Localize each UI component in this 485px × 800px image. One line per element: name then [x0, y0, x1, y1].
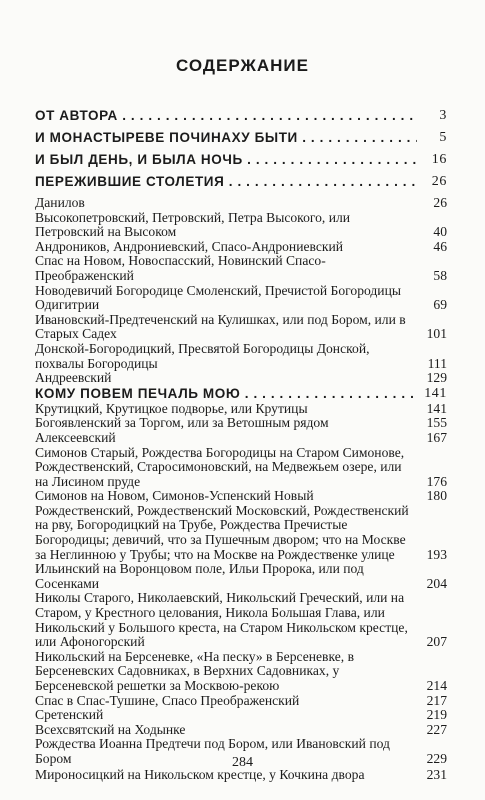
- toc-entry: [35, 694, 447, 709]
- toc-entry-page: 193: [426, 546, 447, 562]
- toc-entry: [35, 313, 447, 342]
- toc-entry: [35, 211, 447, 240]
- toc-entry-title: Донской-Богородицкий, Пресвятой Богородицы Донской, похвалы Богородицы: [35, 340, 370, 371]
- toc-entry-page: 231: [426, 766, 447, 782]
- toc-entry-title: Сретенский: [35, 707, 104, 723]
- toc-entry-title: Алексеевский: [35, 429, 116, 445]
- toc-entry: [35, 240, 447, 255]
- toc-entry-title: Симонов Старый, Рождества Богородицы на Старом Симонове, Рождественский, Старосимоновский, на Медвежьем озере, или на Лисином пруде: [35, 444, 405, 489]
- toc-entry: [35, 562, 447, 591]
- toc-entry: [35, 130, 447, 146]
- toc-entry: [35, 342, 447, 371]
- toc-entry-title: Николы Старого, Николаевский, Никольский Греческий, или на Старом, у Крестного целования, Никола Большая Глава, или Никольский у Большого креста, на Старом Никольском крестце, или Афоногорский: [35, 590, 408, 650]
- toc-entry: [35, 152, 447, 168]
- toc-entry-page: 229: [426, 750, 447, 766]
- toc-entry-title: Спас на Новом, Новоспасский, Новинский Спасо-Преображенский: [35, 253, 326, 283]
- toc-entry-page: 207: [426, 634, 447, 650]
- toc-entry-page: 5: [439, 130, 447, 145]
- toc-entry-page: 26: [433, 195, 447, 210]
- table-of-contents: [35, 108, 447, 782]
- toc-entry-page: 40: [433, 224, 447, 240]
- page-title: СОДЕРЖАНИЕ: [176, 56, 309, 75]
- toc-entry: [35, 254, 447, 283]
- toc-entry: [35, 708, 447, 723]
- toc-entry-page: 217: [426, 692, 447, 708]
- toc-entry: [35, 489, 447, 504]
- toc-entry-title: Мироносицкий на Никольском крестце, у Кочкина двора: [35, 766, 365, 782]
- toc-entry: [35, 284, 447, 313]
- toc-entry-title: Симонов на Новом, Симонов-Успенский Новый: [35, 488, 314, 504]
- toc-entry-page: 101: [426, 326, 447, 342]
- toc-entry-page: 167: [426, 429, 447, 445]
- toc-entry-title: Рождественский, Рождественский Московский, Рождественский на рву, Богородицкий на Трубе, Рождества Пречистые Богородицы; девичий, что за Пушечным двором; что на Москве за Неглинною у Трубы; что на Москве на Рождественке улице: [35, 502, 409, 562]
- toc-entry-title: Новодевичий Богородице Смоленский, Пречистой Богородицы Одигитрии: [35, 282, 401, 313]
- page-number: 284: [232, 755, 253, 770]
- toc-entry-page: 3: [439, 108, 447, 123]
- toc-entry: [35, 108, 447, 124]
- toc-entry-title: Никольский на Берсеневке, «На песку» в Берсеневке, в Берсеневских Садовниках, в Верхних Садовниках, у Берсеневской решетки за Москвою-рекою: [35, 648, 354, 693]
- toc-entry-title: Высокопетровский, Петровский, Петра Высокого, или Петровский на Высоком: [35, 209, 351, 240]
- toc-entry-title: Крутицкий, Крутицкое подворье, или Крутицы: [35, 400, 308, 416]
- toc-entry-title: Богоявленский за Торгом, или за Ветошным рядом: [35, 415, 329, 431]
- toc-entry-title: КОМУ ПОВЕМ ПЕЧАЛЬ МОЮ . . .: [35, 386, 417, 402]
- toc-entry-page: 141: [426, 400, 447, 416]
- toc-entry: [35, 402, 447, 417]
- toc-entry-page: 26: [431, 174, 447, 189]
- toc-entry-title: Ивановский-Предтеченский на Кулишках, или под Бором, или в Старых Садех: [35, 311, 406, 342]
- toc-entry-title: Спас в Спас-Тушине, Спасо Преображенский: [35, 692, 300, 708]
- toc-entry: [35, 650, 447, 694]
- toc-entry-page: 129: [426, 370, 447, 386]
- toc-entry-title: ПЕРЕЖИВШИЕ СТОЛЕТИЯ . . .: [35, 174, 417, 190]
- toc-entry-page: 69: [433, 297, 447, 313]
- toc-entry: [35, 416, 447, 431]
- toc-entry-title: Ильинский на Воронцовом поле, Ильи Пророка, или под Сосенками: [35, 561, 364, 591]
- toc-entry: [35, 196, 447, 211]
- toc-entry-title: Всехсвятский на Ходынке: [35, 721, 186, 737]
- toc-entry: [35, 174, 447, 190]
- toc-entry-page: 111: [427, 355, 447, 371]
- toc-entry-title: И БЫЛ ДЕНЬ, И БЫЛА НОЧЬ . . .: [35, 152, 417, 168]
- toc-entry-page: 176: [426, 473, 447, 489]
- toc-entry-title: Андроников, Андрониевский, Спасо-Андрониевский: [35, 238, 344, 254]
- toc-entry-title: И МОНАСТЫРЕВЕ ПОЧИНАХУ БЫТИ . . .: [35, 130, 417, 146]
- toc-entry-page: 214: [426, 678, 447, 693]
- toc-entry: [35, 446, 447, 490]
- toc-entry-page: 180: [426, 488, 447, 504]
- toc-entry-page: 58: [433, 267, 447, 283]
- toc-entry: [35, 371, 447, 386]
- toc-entry-page: 141: [424, 385, 447, 401]
- toc-entry: [35, 504, 447, 562]
- toc-entry-title: Данилов: [35, 195, 85, 210]
- toc-entry: [35, 591, 447, 649]
- toc-entry-title: ОТ АВТОРА . . .: [35, 108, 417, 124]
- toc-entry-title: Андреевский: [35, 370, 112, 386]
- toc-entry-page: 204: [426, 575, 447, 591]
- toc-entry: [35, 386, 447, 402]
- toc-entry: [35, 723, 447, 738]
- toc-entry-page: 155: [426, 415, 447, 431]
- toc-entry: [35, 431, 447, 446]
- toc-entry-title: Рождества Иоанна Предтечи под Бором, или Ивановский под Бором: [35, 736, 390, 766]
- toc-entry-page: 219: [426, 707, 447, 723]
- toc-entry-page: 227: [426, 721, 447, 737]
- toc-entry-page: 46: [433, 238, 447, 254]
- toc-entry-page: 16: [431, 152, 447, 167]
